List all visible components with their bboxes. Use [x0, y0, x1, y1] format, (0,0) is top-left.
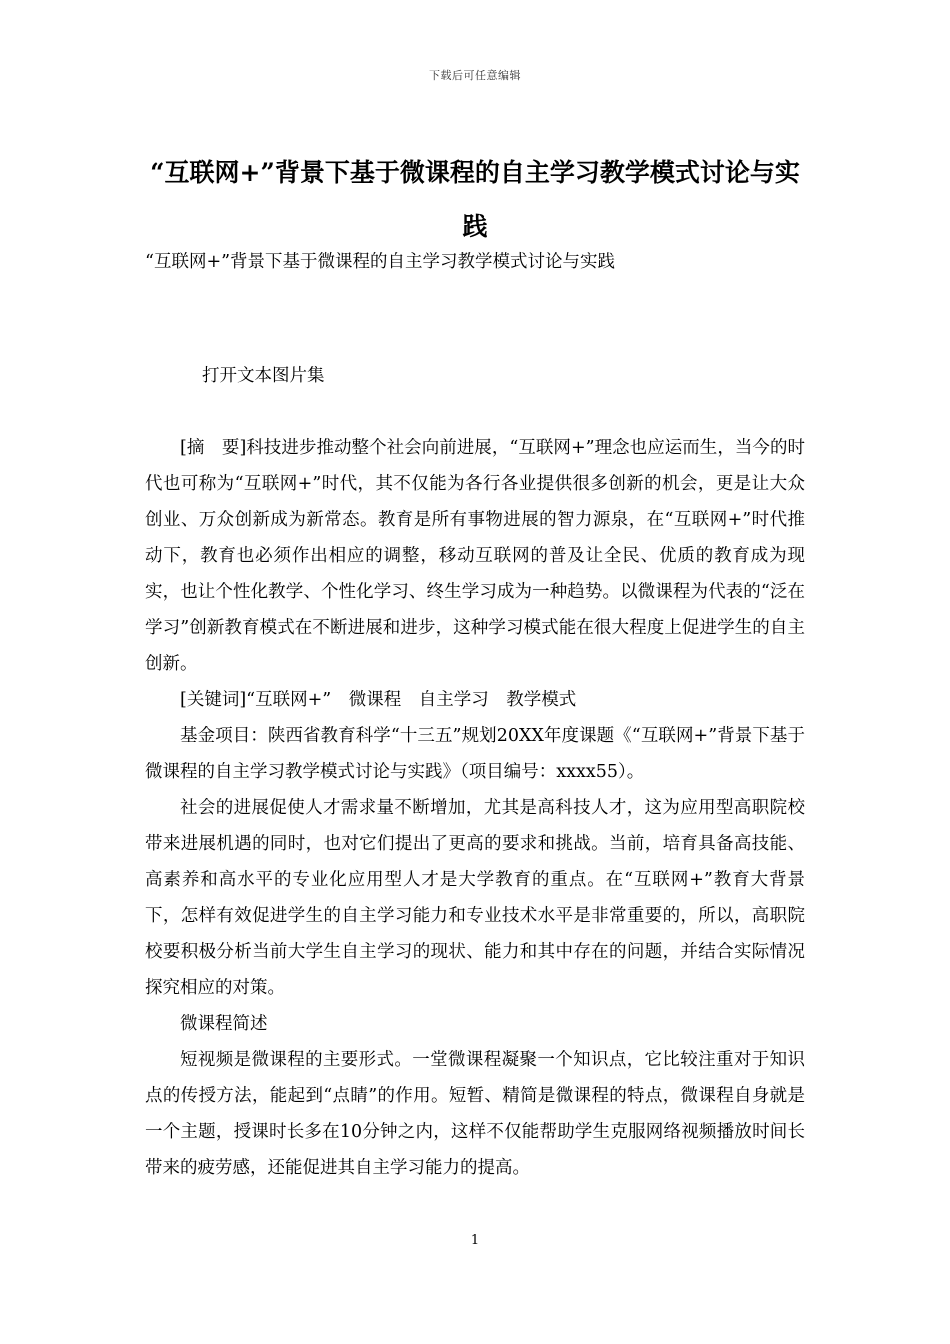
document-title: “互联网+”背景下基于微课程的自主学习教学模式讨论与实践: [150, 158, 800, 241]
header-note: 下载后可任意编辑: [429, 69, 521, 82]
section-heading: 微课程简述: [180, 1014, 268, 1034]
section-body-paragraph: 短视频是微课程的主要形式。一堂微课程凝聚一个知识点，它比较注重对于知识点的传授方法，能起到“点睛”的作用。短暂、精简是微课程的特点，微课程自身就是一个主题，授课时长多在10分钟之内，这样不仅能帮助学生克服网络视频播放时间长带来的疲劳感，还能促进其自主学习能力的提高。: [145, 1050, 805, 1178]
page-number: 1: [470, 1233, 480, 1248]
abstract-paragraph: [摘 要]科技进步推动整个社会向前进展，“互联网+”理念也应运而生，当今的时代也可称为“互联网+”时代，其不仅能为各行各业提供很多创新的机会，更是让大众创业、万众创新成为新常态。教育是所有事物进展的智力源泉，在“互联网+”时代推动下，教育也必须作出相应的调整，移动互联网的普及让全民、优质的教育成为现实，也让个性化教学、个性化学习、终生学习成为一种趋势。以微课程为代表的“泛在学习”创新教育模式在不断进展和进步，这种学习模式能在很大程度上促进学生的自主创新。: [145, 438, 805, 674]
open-image-gallery-link[interactable]: 打开文本图片集: [202, 366, 325, 386]
intro-paragraph: 社会的进展促使人才需求量不断增加，尤其是高科技人才，这为应用型高职院校带来进展机遇的同时，也对它们提出了更高的要求和挑战。当前，培育具备高技能、高素养和高水平的专业化应用型人才是大学教育的重点。在“互联网+”教育大背景下，怎样有效促进学生的自主学习能力和专业技术水平是非常重要的，所以，高职院校要积极分析当前大学生自主学习的现状、能力和其中存在的问题，并结合实际情况探究相应的对策。: [145, 798, 805, 998]
document-subtitle: “互联网+”背景下基于微课程的自主学习教学模式讨论与实践: [145, 252, 616, 272]
article-body: [145, 430, 805, 1186]
fund-paragraph: 基金项目：陕西省教育科学“十三五”规划20XX年度课题《“互联网+”背景下基于微课程的自主学习教学模式讨论与实践》（项目编号：xxxx55）。: [145, 726, 805, 782]
keywords-paragraph: [关键词]“互联网+” 微课程 自主学习 教学模式: [180, 690, 577, 710]
